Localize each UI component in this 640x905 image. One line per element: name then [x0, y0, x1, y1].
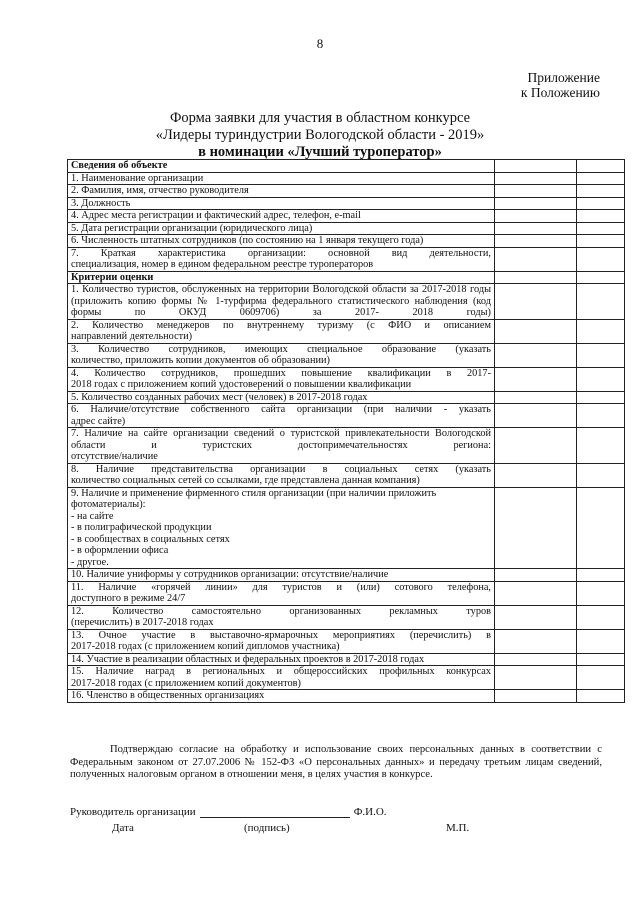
- form-row-label: [68, 404, 495, 428]
- form-row: [68, 629, 625, 653]
- row-text: 4. Адрес места регистрации и фактический адрес, телефон, e-mail: [71, 210, 361, 221]
- form-row-label: [68, 247, 495, 271]
- form-row: [68, 428, 625, 464]
- row-text: 11. Наличие «горячей линии» для туристов и (или) сотового телефона,: [71, 581, 491, 593]
- row-list-item: - в полиграфической продукции: [71, 522, 212, 533]
- page-number: 8: [316, 36, 324, 51]
- row-text: 3. Количество сотрудников, имеющих специальное образование (указать: [71, 343, 491, 355]
- form-row-value-cell[interactable]: [495, 210, 577, 223]
- form-row-score-cell[interactable]: [577, 235, 625, 248]
- row-text-continued: 2018 годах с приложением копий удостоверений о повышении квалификации: [71, 379, 412, 390]
- form-row-score-cell[interactable]: [577, 284, 625, 320]
- appendix-label: [521, 70, 600, 100]
- form-row: [68, 247, 625, 271]
- row-text: 6. Наличие/отсутствие собственного сайта организации (при наличии - указать: [71, 404, 491, 415]
- form-row-score-cell[interactable]: [577, 605, 625, 629]
- form-row-score-cell[interactable]: [577, 391, 625, 404]
- row-text: 5. Дата регистрации организации (юридического лица): [71, 222, 313, 234]
- row-text: 10. Наличие униформы у сотрудников организации: отсутствие/наличие: [71, 569, 389, 580]
- form-title: [0, 110, 640, 161]
- form-row: [68, 160, 625, 173]
- form-row-score-cell[interactable]: [577, 271, 625, 284]
- consent-paragraph: Подтверждаю согласие на обработку и использование своих персональных данных в соответствии с Федеральным законом от 27.07.2006 № 152-ФЗ «О персональных данных» и передачу третьим лицам сведений, полученных налоговым органом в отношении меня, в целях участия в конкурсе.: [70, 744, 602, 780]
- form-row-value-cell[interactable]: [495, 428, 577, 464]
- form-row: [68, 235, 625, 248]
- date-label: Дата: [112, 822, 134, 834]
- row-text: 9. Наличие и применение фирменного стиля организации (при наличии приложить фотоматериалы):: [71, 487, 437, 510]
- form-row: [68, 197, 625, 210]
- form-row-value-cell[interactable]: [495, 629, 577, 653]
- form-row: [68, 690, 625, 703]
- form-row-score-cell[interactable]: [577, 581, 625, 605]
- form-row-value-cell[interactable]: [495, 284, 577, 320]
- form-row: [68, 605, 625, 629]
- sign-caption: (подпись): [244, 822, 290, 834]
- form-row-label: [68, 569, 495, 582]
- form-row-value-cell[interactable]: [495, 404, 577, 428]
- signature-line: [70, 806, 387, 818]
- form-row-label: [68, 271, 495, 284]
- row-text: 3. Должность: [71, 197, 131, 209]
- row-text-continued: количество социальных сетей со ссылками, где представлена данная компания): [71, 475, 420, 486]
- form-row-label: [68, 391, 495, 404]
- form-row-label: [68, 222, 495, 235]
- form-row-score-cell[interactable]: [577, 197, 625, 210]
- form-row: [68, 185, 625, 198]
- row-text: 7. Наличие на сайте организации сведений о туристской привлекательности Вологодской области и туристских достопримечательностях региона:: [71, 428, 491, 451]
- form-row-value-cell[interactable]: [495, 247, 577, 271]
- row-text-continued: количество, приложить копии документов об образовании): [71, 355, 330, 366]
- form-row: [68, 487, 625, 569]
- form-row-value-cell[interactable]: [495, 160, 577, 173]
- row-text: 12. Количество самостоятельно организованных рекламных туров: [71, 605, 491, 617]
- form-row-value-cell[interactable]: [495, 367, 577, 391]
- row-text: 1. Количество туристов, обслуженных на территории Вологодской области за 2017-2018 годы (приложить копию формы № 1-турфирма федерального статистического наблюдения (код формы по ОКУД 0609706) за 2017- 2018 годы): [71, 284, 491, 318]
- row-text: 5. Количество созданных рабочих мест (человек) в 2017-2018 годах: [71, 391, 368, 403]
- row-text-continued: специализация, номер в едином федеральном реестре туроператоров: [71, 259, 374, 270]
- form-row-score-cell[interactable]: [577, 463, 625, 487]
- form-row: [68, 391, 625, 404]
- row-text: 14. Участие в реализации областных и федеральных проектов в 2017-2018 годах: [71, 653, 425, 665]
- form-row-score-cell[interactable]: [577, 172, 625, 185]
- form-row: [68, 271, 625, 284]
- appendix-line-1: Приложение: [527, 70, 600, 85]
- fio-label: Ф.И.О.: [353, 806, 387, 818]
- form-row-score-cell[interactable]: [577, 319, 625, 343]
- form-row-score-cell[interactable]: [577, 653, 625, 666]
- form-row-label: [68, 581, 495, 605]
- form-row-value-cell[interactable]: [495, 222, 577, 235]
- signature-field[interactable]: [200, 807, 350, 818]
- form-row-label: [68, 463, 495, 487]
- row-text: 8. Наличие представительства организации в социальных сетях (указать: [71, 463, 491, 475]
- form-row-value-cell[interactable]: [495, 391, 577, 404]
- form-row-score-cell[interactable]: [577, 487, 625, 569]
- form-row-label: [68, 605, 495, 629]
- row-text-continued: 2017-2018 годах (с приложением копий документов): [71, 677, 301, 689]
- form-row: [68, 210, 625, 223]
- form-row-score-cell[interactable]: [577, 222, 625, 235]
- form-row-label: [68, 172, 495, 185]
- form-row: [68, 319, 625, 343]
- form-row-score-cell[interactable]: [577, 690, 625, 703]
- row-text: 15. Наличие наград в региональных и общероссийских профильных конкурсах: [71, 666, 491, 677]
- form-row-score-cell[interactable]: [577, 367, 625, 391]
- form-row-value-cell[interactable]: [495, 605, 577, 629]
- form-row-value-cell[interactable]: [495, 690, 577, 703]
- form-row-value-cell[interactable]: [495, 463, 577, 487]
- form-row-label: [68, 235, 495, 248]
- row-text: 1. Наименование организации: [71, 172, 204, 184]
- row-list-item: - в оформлении офиса: [71, 545, 169, 556]
- form-row-value-cell[interactable]: [495, 197, 577, 210]
- row-text: 16. Членство в общественных организациях: [71, 690, 265, 701]
- form-row: [68, 404, 625, 428]
- title-line-1: Форма заявки для участия в областном конкурсе: [169, 110, 471, 126]
- form-row-label: [68, 367, 495, 391]
- form-row-label: [68, 343, 495, 367]
- application-form-table: [67, 159, 625, 703]
- form-row-value-cell[interactable]: [495, 569, 577, 582]
- form-row-label: [68, 428, 495, 464]
- form-row-label: [68, 160, 495, 173]
- head-label: Руководитель организации: [70, 806, 196, 818]
- form-row-score-cell[interactable]: [577, 569, 625, 582]
- form-row: [68, 581, 625, 605]
- form-row-value-cell[interactable]: [495, 271, 577, 284]
- form-row-score-cell[interactable]: [577, 404, 625, 428]
- title-line-2: «Лидеры туриндустрии Вологодской области - 2019»: [155, 127, 485, 143]
- form-row-value-cell[interactable]: [495, 172, 577, 185]
- form-row: [68, 172, 625, 185]
- row-text: 7. Краткая характеристика организации: основной вид деятельности,: [71, 247, 491, 259]
- row-text-continued: направлений деятельности): [71, 331, 193, 342]
- form-row-score-cell[interactable]: [577, 210, 625, 223]
- form-row-label: [68, 629, 495, 653]
- form-row-label: [68, 185, 495, 198]
- form-row-value-cell[interactable]: [495, 343, 577, 367]
- form-row-value-cell[interactable]: [495, 581, 577, 605]
- form-row-score-cell[interactable]: [577, 666, 625, 690]
- row-text-continued: (перечислить) в 2017-2018 годах: [71, 617, 214, 628]
- form-row: [68, 653, 625, 666]
- form-row-label: [68, 284, 495, 320]
- form-row-label: [68, 487, 495, 569]
- row-text-continued: 2017-2018 годах (с приложением копий дипломов участника): [71, 641, 340, 652]
- form-row-value-cell[interactable]: [495, 319, 577, 343]
- row-text: 2. Количество менеджеров по внутреннему туризму (с ФИО и описанием: [71, 319, 491, 331]
- form-row-score-cell[interactable]: [577, 160, 625, 173]
- form-row-label: [68, 197, 495, 210]
- row-text: 6. Численность штатных сотрудников (по состоянию на 1 января текущего года): [71, 235, 424, 246]
- appendix-line-2: к Положению: [520, 85, 600, 100]
- form-row: [68, 222, 625, 235]
- form-row-score-cell[interactable]: [577, 428, 625, 464]
- row-text: Сведения об объекте: [71, 160, 168, 171]
- form-row: [68, 284, 625, 320]
- form-row-label: [68, 653, 495, 666]
- form-row: [68, 367, 625, 391]
- row-list-item: - в сообществах в социальных сетях: [71, 533, 230, 545]
- row-text: 4. Количество сотрудников, прошедших повышение квалификации в 2017-: [71, 367, 491, 379]
- form-row: [68, 463, 625, 487]
- row-text: 13. Очное участие в выставочно-ярмарочных мероприятиях (перечислить) в: [71, 629, 491, 641]
- form-row-label: [68, 319, 495, 343]
- form-row-value-cell[interactable]: [495, 235, 577, 248]
- form-row-score-cell[interactable]: [577, 247, 625, 271]
- row-text-continued: адрес сайте): [71, 415, 126, 427]
- form-row-value-cell[interactable]: [495, 653, 577, 666]
- form-row-label: [68, 210, 495, 223]
- form-row: [68, 666, 625, 690]
- form-row: [68, 343, 625, 367]
- form-row-score-cell[interactable]: [577, 185, 625, 198]
- form-row: [68, 569, 625, 582]
- row-list-item: - другое.: [71, 556, 109, 568]
- row-text: 2. Фамилия, имя, отчество руководителя: [71, 185, 249, 196]
- stamp-label: М.П.: [446, 822, 470, 834]
- row-text-continued: отсутствие/наличие: [71, 451, 158, 462]
- form-row-value-cell[interactable]: [495, 185, 577, 198]
- form-row-value-cell[interactable]: [495, 487, 577, 569]
- form-row-score-cell[interactable]: [577, 343, 625, 367]
- form-row-label: [68, 690, 495, 703]
- row-text-continued: доступного в режиме 24/7: [71, 593, 186, 604]
- title-line-3: в номинации «Лучший туроператор»: [198, 144, 442, 160]
- form-row-value-cell[interactable]: [495, 666, 577, 690]
- form-row-label: [68, 666, 495, 690]
- row-text: Критерии оценки: [71, 271, 154, 283]
- form-row-score-cell[interactable]: [577, 629, 625, 653]
- row-list-item: - на сайте: [71, 510, 114, 522]
